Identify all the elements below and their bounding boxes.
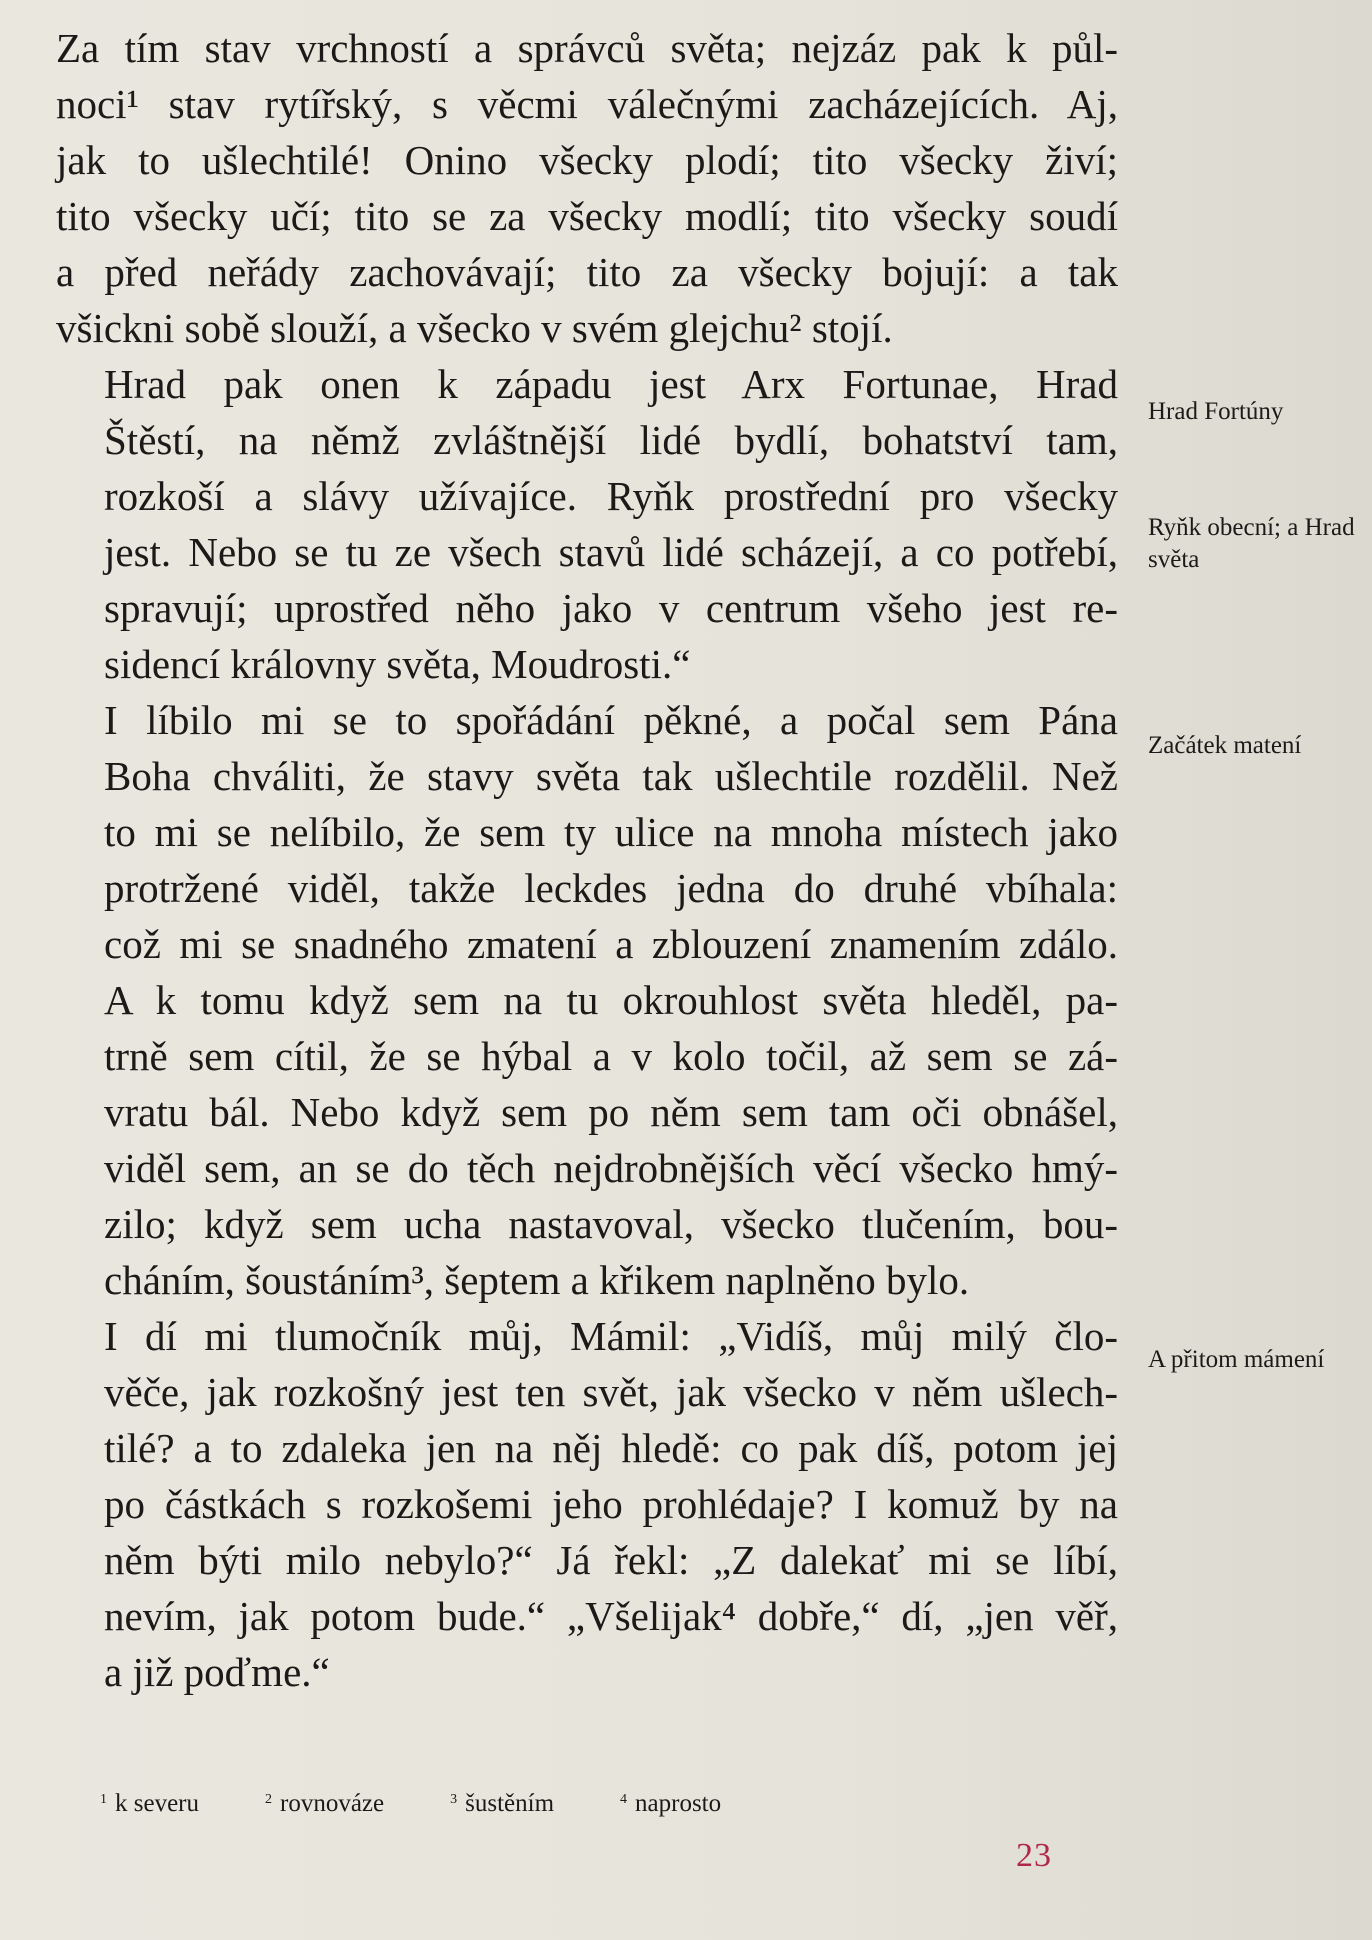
text-line: zilo; když sem ucha nastavoval, všecko tlučením, bou-: [104, 1201, 1118, 1247]
footnote-text: k severu: [115, 1790, 199, 1817]
text-line: po částkách s rozkošemi jeho prohlédaje? I komuž by na: [104, 1481, 1118, 1527]
text-line: Boha chváliti, že stavy světa tak ušlechtile rozdělil. Než: [104, 753, 1118, 799]
sidenote-rynk-obecni: Ryňk obecní; a Hrad světa: [1148, 514, 1355, 573]
text-line: sidencí královny světa, Moudrosti.“: [104, 641, 691, 687]
text-line: jak to ušlechtilé! Onino všecky plodí; tito všecky živí;: [56, 137, 1118, 183]
main-text: [56, 20, 1118, 1700]
paragraph-4: [56, 1308, 1118, 1700]
sidenote-pritom-mameni: A přitom mámení: [1148, 1346, 1325, 1373]
text-line: všickni sobě slouží, a všecko v svém glejchu² stojí.: [56, 305, 893, 351]
text-line: spravují; uprostřed něho jako v centrum všeho jest re-: [104, 585, 1118, 631]
text-line: jest. Nebo se tu ze všech stavů lidé scházejí, a co potřebí,: [104, 529, 1118, 575]
text-line: něm býti milo nebylo?“ Já řekl: „Z dalekať mi se líbí,: [104, 1537, 1118, 1583]
footnote-3: [450, 1790, 554, 1818]
page-number: 23: [1016, 1837, 1052, 1874]
footnote-2: [265, 1790, 384, 1818]
sidenote-zacatek-mateni: Začátek matení: [1148, 732, 1302, 759]
text-line: Hrad pak onen k západu jest Arx Fortunae, Hrad: [104, 361, 1118, 407]
footnote-mark: 3: [450, 1792, 458, 1807]
footnotes: [100, 1790, 1000, 1818]
paragraph-2: [56, 356, 1118, 692]
text-line: trně sem cítil, že se hýbal a v kolo točil, až sem se zá-: [104, 1033, 1118, 1079]
footnote-text: šustěním: [465, 1790, 555, 1817]
footnote-mark: 4: [620, 1792, 628, 1807]
text-line: I dí mi tlumočník můj, Mámil: „Vidíš, můj milý člo-: [104, 1313, 1118, 1359]
text-line: vratu bál. Nebo když sem po něm sem tam oči obnášel,: [104, 1089, 1118, 1135]
paragraph-3: [56, 692, 1118, 1308]
text-line: I líbilo mi se to spořádání pěkné, a počal sem Pána: [104, 697, 1118, 743]
text-line: Za tím stav vrchností a správců světa; nejzáz pak k půl-: [56, 25, 1118, 71]
footnote-mark: 1: [100, 1792, 107, 1807]
text-line: a již poďme.“: [104, 1649, 330, 1695]
sidenote-hrad-fortuny: Hrad Fortúny: [1148, 398, 1284, 425]
paragraph-1: [56, 20, 1118, 356]
footnote-text: naprosto: [635, 1790, 722, 1817]
text-line: cháním, šoustáním³, šeptem a křikem naplněno bylo.: [104, 1257, 970, 1303]
footnote-4: [620, 1790, 721, 1818]
footnote-1: [100, 1790, 199, 1818]
text-line: nevím, jak potom bude.“ „Všelijak⁴ dobře,“ dí, „jen věř,: [104, 1593, 1118, 1639]
text-line: A k tomu když sem na tu okrouhlost světa hleděl, pa-: [104, 977, 1118, 1023]
text-line: Štěstí, na němž zvláštnější lidé bydlí, bohatství tam,: [104, 417, 1118, 463]
footnote-text: rovnováze: [280, 1790, 385, 1817]
text-line: věče, jak rozkošný jest ten svět, jak všecko v něm ušlech-: [104, 1369, 1118, 1415]
text-line: viděl sem, an se do těch nejdrobnějších věcí všecko hmý-: [104, 1145, 1118, 1191]
text-line: rozkoší a slávy užívajíce. Ryňk prostřední pro všecky: [104, 473, 1118, 519]
text-line: noci¹ stav rytířský, s věcmi válečnými zacházejících. Aj,: [56, 81, 1118, 127]
text-line: tito všecky učí; tito se za všecky modlí; tito všecky soudí: [56, 193, 1118, 239]
text-line: tilé? a to zdaleka jen na něj hledě: co pak díš, potom jej: [104, 1425, 1118, 1471]
text-line: to mi se nelíbilo, že sem ty ulice na mnoha místech jako: [104, 809, 1118, 855]
text-line: protržené viděl, takže leckdes jedna do druhé vbíhala:: [104, 865, 1118, 911]
text-line: což mi se snadného zmatení a zblouzení znamením zdálo.: [104, 921, 1118, 967]
text-line: a před neřády zachovávají; tito za všecky bojují: a tak: [56, 249, 1118, 295]
footnote-mark: 2: [265, 1792, 272, 1807]
